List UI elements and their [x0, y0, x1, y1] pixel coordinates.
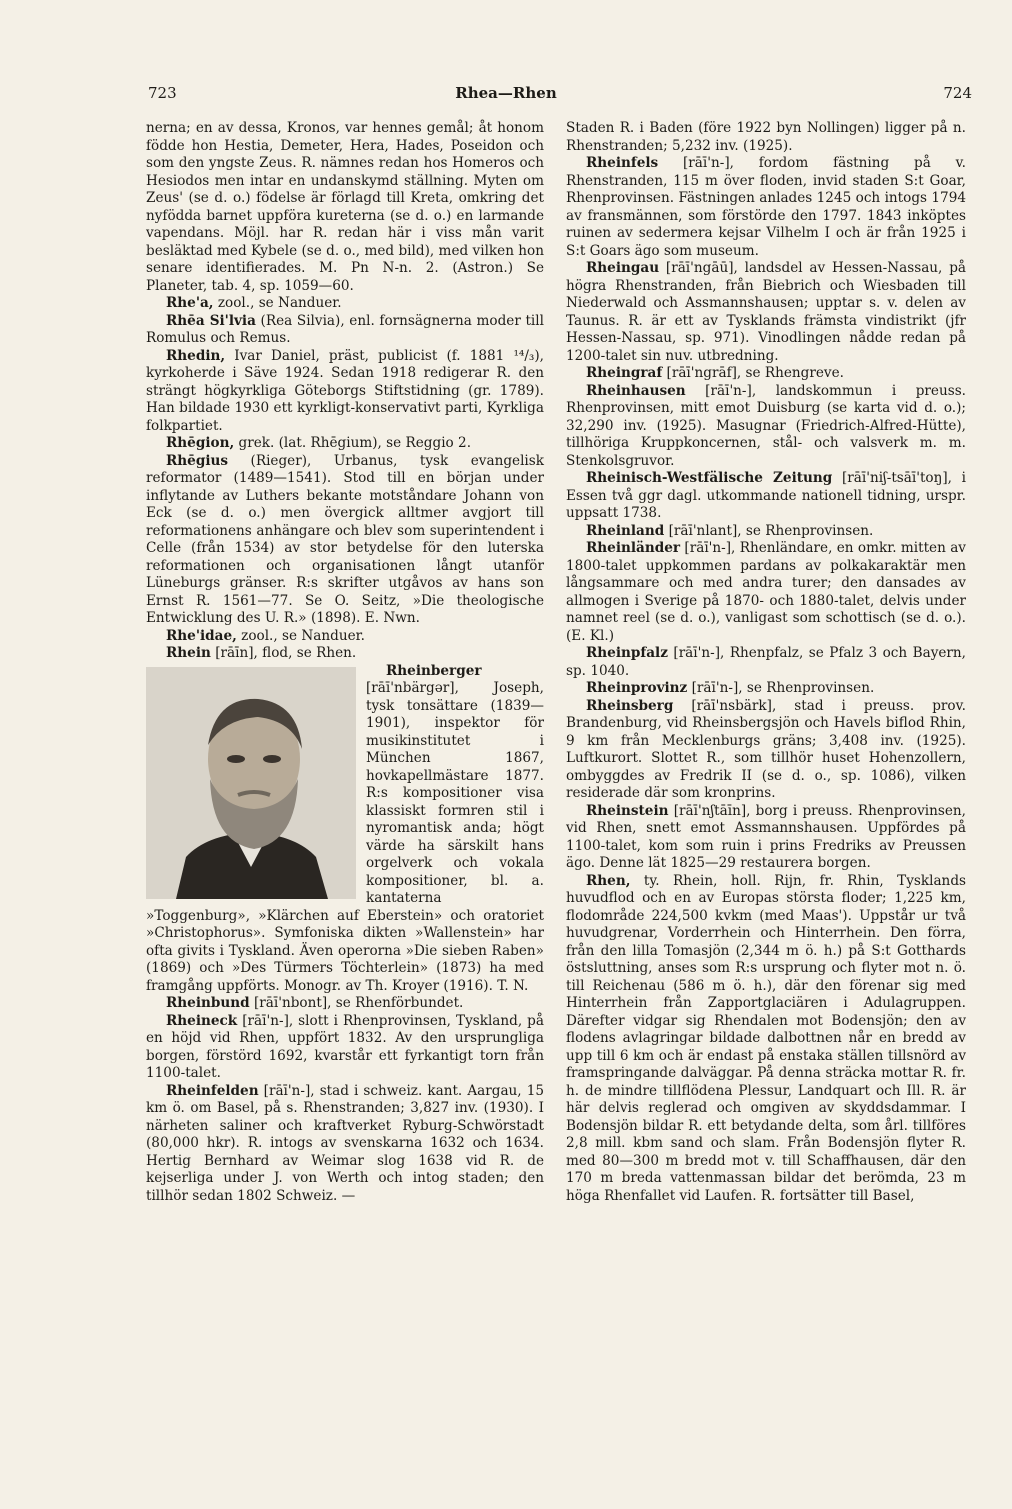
continued-paragraph: Staden R. i Baden (före 1922 byn Nollingen) ligger på n. Rhenstranden; 5,232 inv. (1925).	[566, 120, 966, 154]
entry-headword: Rheinprovinz	[586, 680, 688, 696]
entry-headword: Rhedin,	[166, 347, 226, 364]
entry-rheinprovinz	[566, 680, 966, 698]
entry-text: [rāī'n-], landskommun i preuss. Rhenprovinsen, mitt emot Duisburg (se karta vid d. o.); 32,290 inv. (1925). Masugnar (Friedrich-Alfred-Hütte), tillhöriga Kruppkoncernen, stål- och valsverk m. m. Stenkolsgruvor.	[566, 382, 966, 469]
entry-text: [rāī'n-], slott i Rhenprovinsen, Tyskland, på en höjd vid Rhen, uppfört 1832. Av den ursprungliga borgen, förstörd 1692, kvarstår ett fyrkantigt torn från 1100-talet.	[146, 1012, 544, 1081]
entry-headword: Rhēgion,	[166, 435, 235, 451]
entry-rheinstein	[566, 803, 966, 873]
entry-text: [rāī'niʃ-tsāī'toŋ], i Essen två ggr dagl. utkommande nationell tidning, urspr. uppsatt 1738.	[566, 470, 966, 521]
left-column	[146, 120, 544, 1205]
entry-text: [rāī'nbärgər], Joseph, tysk tonsättare (1839—1901), inspektor för musikinstitutet i München 1867, hovkapellmästare 1877. R:s kompositioner visa klassiskt formren stil i nyromantisk anda; högt värde ha särskilt hans orgelverk och vokala kompositioner, bl. a. kantaterna »Toggenburg», »Klärchen auf Eberstein» och oratoriet »Christophorus». Symfoniska dikten »Wallenstein» har ofta givits i Tyskland. Även operorna »Die sieben Raben» (1869) och »Des Türmers Töchterlein» (1873) ha med framgång uppförts. Monogr. av Th. Kroyer (1916). T. N.	[146, 680, 544, 994]
entry-text: [rāī'n-], se Rhenprovinsen.	[687, 680, 875, 696]
entry-rheinland	[566, 523, 966, 541]
entry-rhedin	[146, 348, 544, 436]
entry-headword: Rheinsberg	[586, 697, 674, 714]
entry-headword: Rheinpfalz	[586, 645, 668, 661]
entry-rheinhausen	[566, 383, 966, 471]
entry-rheinpfalz	[566, 645, 966, 680]
entry-headword: Rhen,	[586, 872, 631, 889]
entry-rheidae	[146, 628, 544, 646]
entry-text: Ivar Daniel, präst, publicist (f. 1881 ¹⁴/₃), kyrkoherde i Säve 1924. Sedan 1918 redigerar R. den strängt högkyrkliga Göteborgs Stiftstidning (gr. 1789). Han bildade 1930 ett kyrkligt-konservativt parti, Kyrkliga folkpartiet.	[146, 347, 544, 434]
entry-headword: Rheingau	[586, 260, 660, 276]
entry-text: [rāī'n-], stad i schweiz. kant. Aargau, 15 km ö. om Basel, på s. Rhenstranden; 3,827 inv. (1930). I närheten saliner och kraftverket Ryburg-Schwörstadt (80,000 hkr). R. intogs av svenskarna 1632 och 1634. Hertig Bernhard av Weimar slog 1638 vid R. de kejserliga under J. von Werth och intog staden; den tillhör sedan 1802 Schweiz. —	[146, 1082, 544, 1204]
entry-rheinbund	[146, 995, 544, 1013]
continued-paragraph: nerna; en av dessa, Kronos, var hennes gemål; åt honom födde hon Hestia, Demeter, Hera, Hades, Poseidon och som den yngste Zeus. R. nämnes redan hos Homeros och Hesiodos men intar en undanskymd ställning. Myten om Zeus' (se d. o.) födelse är förlagd till Kreta, omkring det nyfödda barnet uppföra kureterna (se d. o.) en larmande vapendans. Möjl. har R. redan här i viss mån varit besläktad med Kybele (se d. o., med bild), med vilken hon senare identifierades. M. Pn N-n. 2. (Astron.) Se Planeter, tab. 4, sp. 1059—60.	[146, 120, 544, 294]
entry-rhegius	[146, 453, 544, 628]
entry-text: [rāī'nʃtāīn], borg i preuss. Rhenprovinsen, vid Rhen, snett emot Assmannshausen. Uppfördes på 1100-talet, kom som ruin i prins Fredriks av Preussen ägo. Denne lät 1825—29 restaurera borgen.	[566, 802, 966, 871]
entry-rhea-silvia	[146, 313, 544, 348]
entry-text: (Rea Silvia), enl. fornsägnerna moder till Romulus och Remus.	[146, 312, 544, 346]
entry-text: grek. (lat. Rhēgium), se Reggio 2.	[234, 435, 472, 451]
entry-text: zool., se Nanduer.	[213, 295, 342, 311]
page-number-right: 724	[943, 84, 972, 102]
entry-rheingau	[566, 260, 966, 365]
entry-headword: Rhēgius	[166, 452, 229, 469]
entry-text: [rāīn], flod, se Rhen.	[210, 645, 357, 661]
entry-headword: Rheinhausen	[586, 382, 686, 399]
right-column	[566, 120, 966, 1205]
portrait-illustration	[146, 667, 356, 899]
entry-text: [rāī'n-], fordom fästning på v. Rhenstranden, 115 m över floden, invid staden S:t Goar, Rhenprovinsen. Fästningen anlades 1245 och intogs 1794 av fransmännen, som förstörde den 1797. 1843 inköptes ruinen av sedermera kejsar Vilhelm I och är från 1925 i S:t Goars ägo som museum.	[566, 155, 966, 259]
entry-rheingraf	[566, 365, 966, 383]
entry-text: [rāī'nbont], se Rhenförbundet.	[249, 995, 464, 1011]
entry-rhegion	[146, 435, 544, 453]
entry-rheinlander	[566, 540, 966, 645]
entry-headword: Rhe'a,	[166, 295, 214, 311]
entry-headword: Rheinfelden	[166, 1082, 259, 1099]
entry-rheinisch-westfalische-zeitung	[566, 470, 966, 523]
entry-rhen	[566, 873, 966, 1206]
entry-text: [rāī'ngrāf], se Rhengreve.	[662, 365, 844, 381]
entry-rheinsberg	[566, 698, 966, 803]
entry-headword: Rheinberger	[386, 662, 482, 679]
entry-text: zool., se Nanduer.	[236, 627, 365, 644]
entry-text: [rāī'nsbärk], stad i preuss. prov. Brandenburg, vid Rheinsbergsjön och Havels biflod Rhin, 9 km från Mecklenburgs gräns; 3,408 inv. (1925). Luftkurort. Slottet R., som tillhör huset Hohenzollern, ombyggdes av Fredrik II (se d. o., sp. 1086), vilken residerade där som kronprins.	[566, 697, 966, 801]
entry-headword: Rheinisch-Westfälische Zeitung	[586, 470, 833, 486]
entry-text: [rāī'n-], Rhenländare, en omkr. mitten av 1800-talet uppkommen pardans av polkakaraktär men långsammare och med andra turer; den dansades av allmogen i Sverige på 1870- och 1880-talet, delvis under namnet reel (se d. o.), vanligast som schottisch (se d. o.). (E. Kl.)	[566, 540, 966, 644]
entry-headword: Rheingraf	[586, 365, 663, 381]
entry-text: [rāī'nlant], se Rhenprovinsen.	[664, 522, 874, 539]
page-header	[0, 84, 1012, 106]
entry-rhein	[146, 645, 544, 663]
entry-text: ty. Rhein, holl. Rijn, fr. Rhin, Tysklands huvudflod och en av Europas största floder; 1,225 km, flodområde 224,500 kvkm (med Maas'). Uppstår ur två huvudgrenar, Vorderrhein och Hinterrhein. Den förra, från den lilla Tomasjön (2,344 m ö. h.) på S:t Gotthards östsluttning, anses som R:s ursprung och flyter mot n. ö. till Reichenau (586 m ö. h.), där den förenar sig med Hinterrhein från Zapportglaciären i Adulagruppen. Därefter vidgar sig Rhendalen mot Bodensjön; den av flodens avlagringar bildade dalbottnen når en bredd av upp till 6 km och är endast på enstaka ställen tillsnörd av framspringande dalväggar. På denna sträcka mottar R. fr. h. de mindre tillflödena Plessur, Landquart och Ill. R. är här delvis reglerad och omgiven av skyddsdammar. I Bodensjön bildar R. ett betydande delta, som årl. tillföres 2,8 mill. kbm sand och slam. Från Bodensjön flyter R. med 80—300 m bredd mot v. till Schaffhausen, där den 170 m breda vattenmassan bildar det berömda, 23 m höga Rhenfallet vid Laufen. R. fortsätter till Basel,	[566, 872, 966, 1204]
entry-rheineck	[146, 1013, 544, 1083]
entry-rheinberger	[146, 663, 544, 996]
entry-text: (Rieger), Urbanus, tysk evangelisk reformator (1489—1541). Stod till en början under inflytande av Luthers bekante motståndare Johann von Eck (se d. o.) men övergick alltmer avgjort till reformationens anhängare och blev som superintendent i Celle (från 1534) av stor betydelse för den luterska reformationen och organisationen långt utanför Lüneburgs gränser. R:s skrifter utgåvos av hans son Ernst R. 1561—77. Se O. Seitz, »Die theologische Entwicklung des U. R.» (1898). E. Nwn.	[146, 452, 544, 626]
entry-headword: Rhēa Si'lvia	[166, 312, 256, 329]
entry-text: [rāī'ngāū], landsdel av Hessen-Nassau, på högra Rhenstranden, från Biebrich och Wiesbaden till Niederwald och Assmannshausen; upptar s. v. delen av Taunus. R. är ett av Tysklands främsta vindistrikt (jfr Hessen-Nassau, sp. 971). Vinodlingen nådde redan på 1200-talet sin nuv. utbredning.	[566, 260, 966, 364]
portrait-photo	[146, 667, 356, 899]
entry-headword: Rheineck	[166, 1012, 238, 1029]
entry-headword: Rheinländer	[586, 540, 681, 556]
entry-headword: Rheinstein	[586, 802, 669, 819]
running-head: Rhea—Rhen	[455, 84, 557, 102]
entry-text: [rāī'n-], Rhenpfalz, se Pfalz 3 och Bayern, sp. 1040.	[566, 645, 966, 679]
entry-rheinfels	[566, 155, 966, 260]
entry-rhea-zool	[146, 295, 544, 313]
entry-rheinfelden	[146, 1083, 544, 1206]
entry-headword: Rhein	[166, 645, 211, 661]
entry-headword: Rheinland	[586, 522, 665, 539]
page-number-left: 723	[148, 84, 177, 102]
entry-headword: Rheinfels	[586, 155, 659, 171]
entry-headword: Rheinbund	[166, 995, 250, 1011]
entry-headword: Rhe'idae,	[166, 627, 237, 644]
